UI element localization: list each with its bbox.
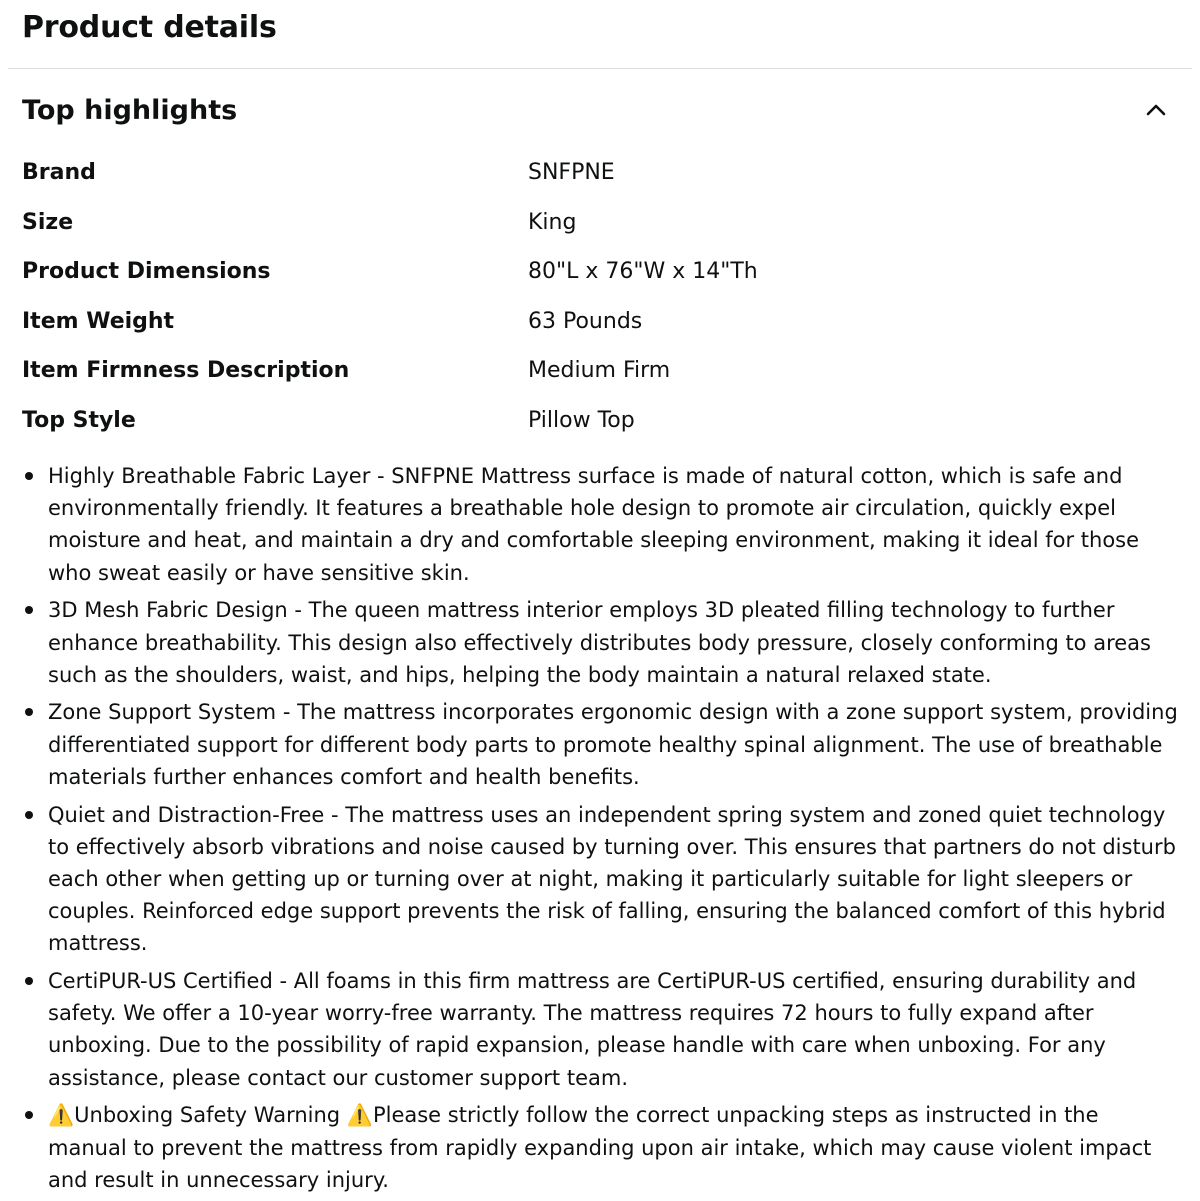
spec-label: Top Style — [22, 407, 136, 433]
list-item — [22, 594, 1178, 691]
bullet-dot-icon — [25, 1111, 33, 1119]
spec-row-brand — [22, 152, 1178, 202]
bullet-dot-icon — [25, 811, 33, 819]
spec-label: Item Weight — [22, 308, 175, 334]
bullet-dot-icon — [25, 606, 33, 614]
spec-row-top-style — [22, 400, 1178, 450]
spec-value: 80"L x 76"W x 14"Th — [528, 259, 758, 285]
bullet-text: ⚠️Unboxing Safety Warning ⚠️Please strictly follow the correct unpacking steps as instructed in the manual to prevent the mattress from rapidly expanding upon air intake, which may cause violent impact and result in unnecessary injury. — [48, 1103, 1152, 1192]
spec-row-weight — [22, 301, 1178, 351]
section-title: Top highlights — [22, 95, 238, 126]
bullet-text: CertiPUR-US Certified - All foams in this firm mattress are CertiPUR-US certified, ensuring durability and safety. We offer a 10-year worry-free warranty. The mattress requires 72 hours to fully expand after unboxing. Due to the possibility of rapid expansion, please handle with care when unboxing. For any assistance, please contact our customer support team. — [48, 969, 1137, 1090]
bullet-dot-icon — [25, 977, 33, 985]
spec-value: 63 Pounds — [528, 308, 643, 334]
bullet-text: Highly Breathable Fabric Layer - SNFPNE Mattress surface is made of natural cotton, which is safe and environmentally friendly. It features a breathable hole design to promote air circulation, quickly expel moisture and heat, and maintain a dry and comfortable sleeping environment, making it ideal for those who sweat easily or have sensitive skin. — [48, 464, 1140, 585]
bullet-text: 3D Mesh Fabric Design - The queen mattress interior employs 3D pleated filling technology to further enhance breathability. This design also effectively distributes body pressure, closely conforming to areas such as the shoulders, waist, and hips, helping the body maintain a natural relaxed state. — [48, 598, 1151, 687]
spec-value: Pillow Top — [528, 407, 635, 433]
spec-value: SNFPNE — [528, 160, 615, 185]
list-item — [22, 460, 1178, 589]
list-item — [22, 696, 1178, 793]
list-item — [22, 1099, 1178, 1196]
spec-label: Brand — [22, 160, 96, 185]
section-divider — [8, 68, 1192, 69]
spec-value: King — [528, 209, 577, 235]
spec-row-size — [22, 202, 1178, 252]
bullet-dot-icon — [25, 708, 33, 716]
spec-label: Product Dimensions — [22, 259, 271, 285]
list-item — [22, 965, 1178, 1094]
chevron-up-icon[interactable] — [1144, 98, 1168, 122]
spec-row-firmness — [22, 350, 1178, 400]
spec-label: Item Firmness Description — [22, 358, 350, 384]
bullet-text: Zone Support System - The mattress incorporates ergonomic design with a zone support system, providing differentiated support for different body parts to promote healthy spinal alignment. The use of breathable materials further enhances comfort and health benefits. — [48, 700, 1178, 789]
bullet-dot-icon — [25, 472, 33, 480]
feature-bullet-list — [22, 460, 1178, 1201]
spec-row-dimensions — [22, 251, 1178, 301]
spec-label: Size — [22, 209, 74, 235]
list-item — [22, 799, 1178, 960]
bullet-text: Quiet and Distraction-Free - The mattress uses an independent spring system and zoned quiet technology to effectively absorb vibrations and noise caused by turning over. This ensures that partners do not disturb each other when getting up or turning over at night, making it particularly suitable for light sleepers or couples. Reinforced edge support prevents the risk of falling, ensuring the balanced comfort of this hybrid mattress. — [48, 802, 1176, 956]
spec-table — [22, 152, 1178, 450]
spec-value: Medium Firm — [528, 358, 671, 384]
page-title: Product details — [22, 10, 277, 45]
top-highlights-toggle[interactable] — [22, 90, 1178, 132]
